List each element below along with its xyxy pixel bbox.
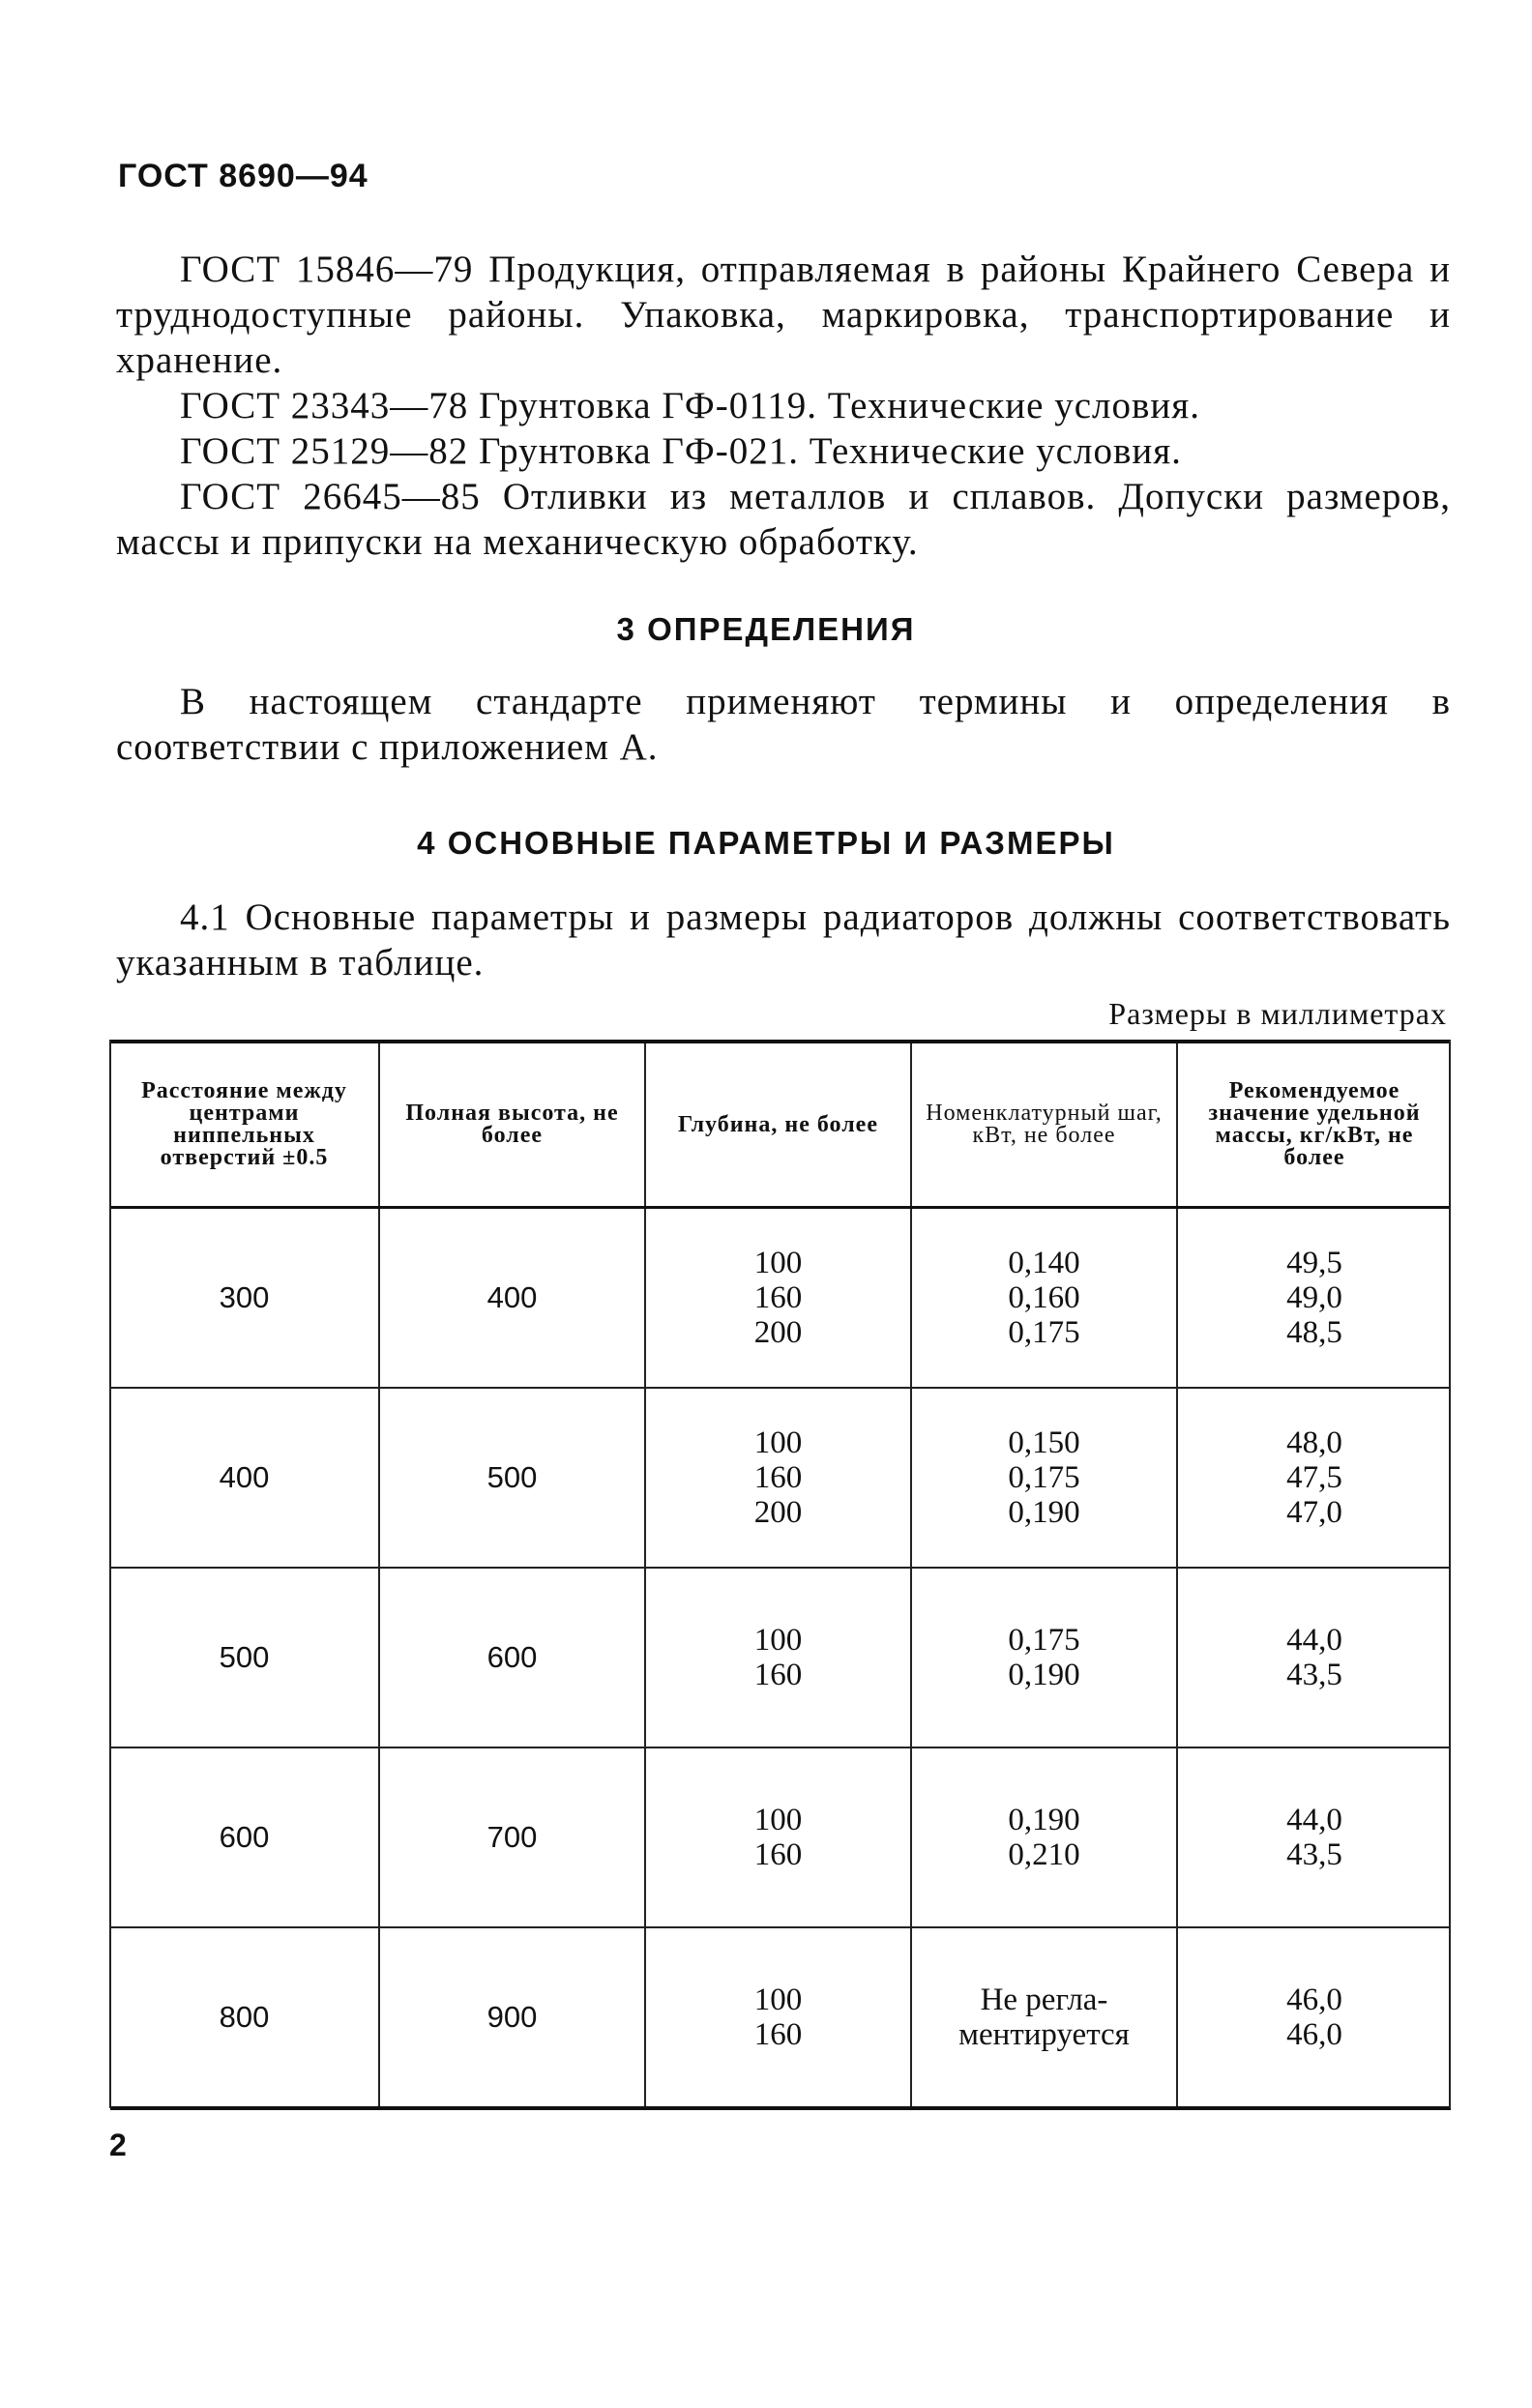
header-step: Номенклатурный шаг, кВт, не более xyxy=(911,1042,1177,1208)
depth-value: 200 xyxy=(753,1495,803,1530)
cell-distance: 300 xyxy=(110,1208,379,1389)
step-value: 0,190 xyxy=(1008,1495,1080,1530)
page-number: 2 xyxy=(109,2128,127,2162)
cell-step xyxy=(911,1747,1177,1927)
parameters-table xyxy=(110,1040,1451,2110)
cell-mass xyxy=(1177,1208,1451,1389)
step-value: 0,160 xyxy=(1008,1280,1080,1315)
cell-mass xyxy=(1177,1927,1451,2108)
step-value: 0,140 xyxy=(1008,1246,1080,1280)
cell-depth xyxy=(645,1208,911,1389)
table-row xyxy=(110,1208,1451,1389)
normative-references xyxy=(116,247,1451,565)
mass-value: 47,5 xyxy=(1286,1460,1342,1495)
depth-value: 160 xyxy=(753,1658,803,1692)
header-distance: Расстояние между центрами ниппельных отверстий ±0.5 xyxy=(110,1042,379,1208)
cell-distance: 400 xyxy=(110,1388,379,1568)
table-frame-right xyxy=(1449,1040,1451,2108)
cell-mass xyxy=(1177,1747,1451,1927)
mass-value: 43,5 xyxy=(1286,1837,1342,1872)
table-row xyxy=(110,1388,1451,1568)
cell-distance: 500 xyxy=(110,1568,379,1747)
cell-distance: 600 xyxy=(110,1747,379,1927)
step-value: 0,175 xyxy=(1008,1315,1080,1350)
mass-value: 47,0 xyxy=(1286,1495,1342,1530)
cell-depth xyxy=(645,1927,911,2108)
depth-value: 100 xyxy=(753,1425,803,1460)
mass-value: 43,5 xyxy=(1286,1658,1342,1692)
step-value: 0,210 xyxy=(1008,1837,1080,1872)
header-depth: Глубина, не более xyxy=(645,1042,911,1208)
mass-value: 48,0 xyxy=(1286,1425,1342,1460)
cell-mass xyxy=(1177,1388,1451,1568)
header-height: Полная высота, не более xyxy=(379,1042,645,1208)
step-value: 0,150 xyxy=(1008,1425,1080,1460)
depth-value: 100 xyxy=(753,1246,803,1280)
depth-value: 200 xyxy=(753,1315,803,1350)
reference-item: ГОСТ 25129—82 Грунтовка ГФ-021. Технические условия. xyxy=(180,430,1182,472)
cell-height: 500 xyxy=(379,1388,645,1568)
mass-value: 49,5 xyxy=(1286,1246,1342,1280)
mass-value: 46,0 xyxy=(1286,2017,1342,2052)
mass-value: 48,5 xyxy=(1286,1315,1342,1350)
step-value: 0,190 xyxy=(1008,1658,1080,1692)
depth-value: 100 xyxy=(753,1982,803,2017)
reference-item: ГОСТ 23343—78 Грунтовка ГФ-0119. Технические условия. xyxy=(180,385,1200,426)
step-value: 0,190 xyxy=(1008,1803,1080,1837)
depth-value: 100 xyxy=(753,1623,803,1658)
depth-value: 160 xyxy=(753,1837,803,1872)
cell-mass xyxy=(1177,1568,1451,1747)
section-4-text: 4.1 Основные параметры и размеры радиаторов должны соответствовать указанным в таблице. xyxy=(116,896,1451,984)
step-value: 0,175 xyxy=(1008,1460,1080,1495)
cell-step xyxy=(911,1927,1177,2108)
mass-value: 44,0 xyxy=(1286,1623,1342,1658)
header-mass: Рекомендуемое значение удельной массы, кг/кВт, не более xyxy=(1177,1042,1451,1208)
table-row xyxy=(110,1927,1451,2108)
cell-height: 900 xyxy=(379,1927,645,2108)
cell-height: 700 xyxy=(379,1747,645,1927)
cell-depth xyxy=(645,1568,911,1747)
step-value: 0,175 xyxy=(1008,1623,1080,1658)
depth-value: 160 xyxy=(753,1460,803,1495)
cell-step xyxy=(911,1388,1177,1568)
mass-value: 46,0 xyxy=(1286,1982,1342,2017)
depth-value: 160 xyxy=(753,2017,803,2052)
depth-value: 100 xyxy=(753,1803,803,1837)
cell-distance: 800 xyxy=(110,1927,379,2108)
reference-item: ГОСТ 26645—85 Отливки из металлов и сплавов. Допуски размеров, массы и припуски на механическую обработку. xyxy=(116,476,1451,563)
document-header: ГОСТ 8690—94 xyxy=(118,158,368,194)
reference-item: ГОСТ 15846—79 Продукция, отправляемая в районы Крайнего Севера и труднодоступные районы. Упаковка, маркировка, транспортирование и хранение. xyxy=(116,249,1451,381)
section-3-title: 3 ОПРЕДЕЛЕНИЯ xyxy=(616,611,916,647)
cell-depth xyxy=(645,1747,911,1927)
table-units-note: Размеры в миллиметрах xyxy=(1108,996,1447,1031)
table-row xyxy=(110,1568,1451,1747)
mass-value: 44,0 xyxy=(1286,1803,1342,1837)
step-value: ментируется xyxy=(958,2017,1130,2052)
section-3-text: В настоящем стандарте применяют термины и определения в соответствии с приложением А. xyxy=(116,681,1451,768)
cell-height: 600 xyxy=(379,1568,645,1747)
table-header-row xyxy=(110,1042,1451,1208)
cell-step xyxy=(911,1208,1177,1389)
step-value: Не регла- xyxy=(980,1982,1108,2017)
cell-height: 400 xyxy=(379,1208,645,1389)
cell-step xyxy=(911,1568,1177,1747)
cell-depth xyxy=(645,1388,911,1568)
section-4-title: 4 ОСНОВНЫЕ ПАРАМЕТРЫ И РАЗМЕРЫ xyxy=(417,825,1115,861)
parameters-table-container xyxy=(110,1040,1451,2110)
depth-value: 160 xyxy=(753,1280,803,1315)
mass-value: 49,0 xyxy=(1286,1280,1342,1315)
table-row xyxy=(110,1747,1451,1927)
table-frame-left xyxy=(109,1040,111,2108)
